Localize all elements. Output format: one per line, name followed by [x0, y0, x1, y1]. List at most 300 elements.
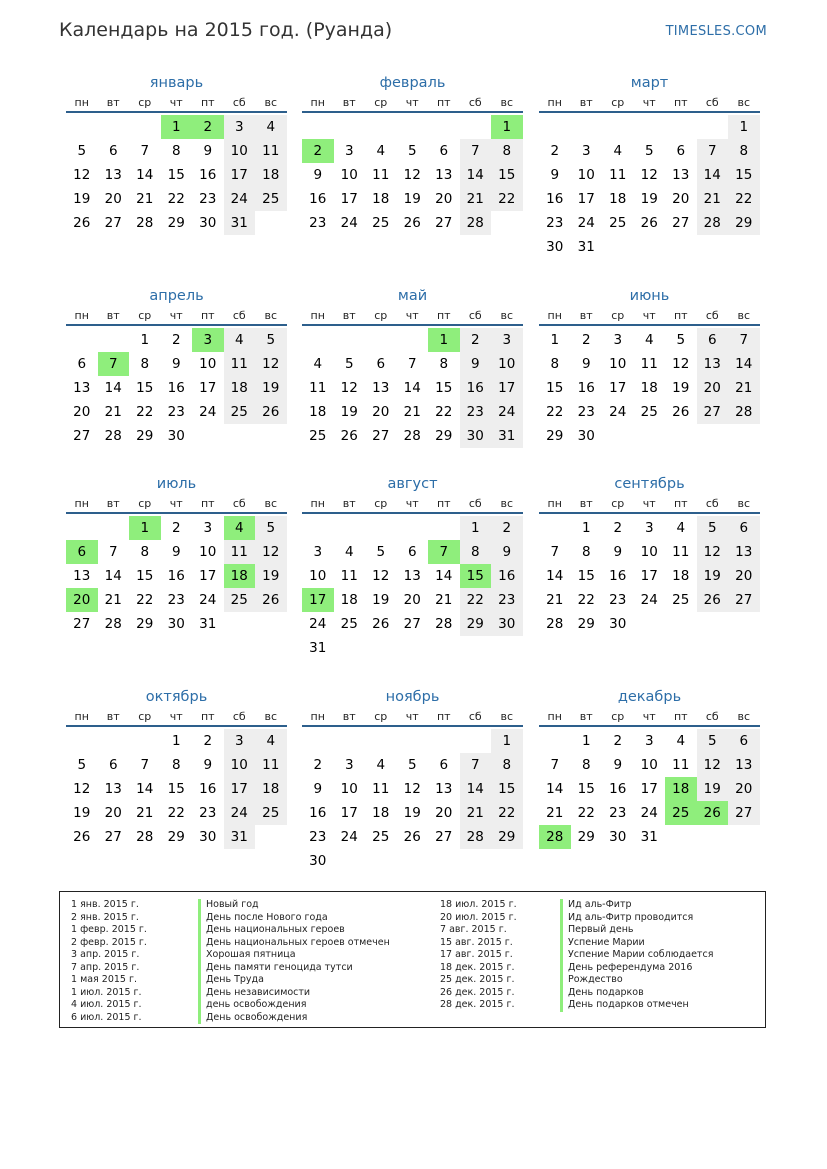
empty-cell [255, 612, 287, 636]
weekday-label: ср [138, 309, 152, 322]
day-cell: 2 [613, 520, 623, 536]
day-cell: 27 [672, 215, 690, 231]
day-cell: 11 [640, 356, 658, 372]
day-cell: 22 [460, 588, 492, 612]
day-cell: 13 [372, 380, 390, 396]
empty-cell [491, 211, 523, 235]
weekday-label: вс [500, 309, 514, 322]
weekday-label: вт [579, 309, 593, 322]
weekday-label: чт [169, 497, 183, 510]
day-cell: 16 [199, 781, 217, 797]
day-cell: 22 [136, 404, 154, 420]
day-cell: 18 [665, 777, 697, 801]
day-cell: 15 [491, 777, 523, 801]
day-cell: 21 [728, 376, 760, 400]
day-cell: 26 [403, 215, 421, 231]
legend-holiday-name: День Труда [198, 974, 390, 987]
legend-date: 6 июл. 2015 г. [71, 1011, 142, 1023]
legend-date: 28 дек. 2015 г. [440, 999, 515, 1010]
day-cell: 27 [372, 428, 390, 444]
empty-cell [98, 729, 130, 753]
day-cell: 24 [491, 400, 523, 424]
day-grid [66, 516, 287, 636]
legend-date: 2 февр. 2015 г. [71, 936, 147, 948]
empty-cell [491, 636, 523, 660]
empty-cell [302, 328, 334, 352]
day-cell: 4 [344, 544, 354, 560]
empty-cell [665, 612, 697, 636]
day-cell: 25 [224, 400, 256, 424]
weekday-header [302, 709, 523, 727]
day-cell: 16 [546, 191, 564, 207]
day-cell: 26 [255, 400, 287, 424]
day-cell: 2 [491, 516, 523, 540]
day-cell: 1 [460, 516, 492, 540]
day-cell: 12 [640, 167, 658, 183]
day-cell: 28 [460, 825, 492, 849]
weekday-label: ср [138, 497, 152, 510]
day-cell: 29 [136, 428, 154, 444]
weekday-label: вс [264, 710, 278, 723]
empty-cell [365, 636, 397, 660]
weekday-label: сб [232, 497, 246, 510]
day-cell: 6 [439, 143, 449, 159]
page-title: Календарь на 2015 год. (Руанда) [59, 19, 393, 41]
weekday-label: пн [547, 96, 562, 109]
day-cell: 6 [728, 516, 760, 540]
day-cell: 15 [167, 781, 185, 797]
empty-cell [602, 235, 634, 259]
day-cell: 23 [546, 215, 564, 231]
day-cell: 7 [550, 544, 560, 560]
day-cell: 28 [403, 428, 421, 444]
weekday-header [66, 308, 287, 326]
empty-cell [66, 328, 98, 352]
day-grid [302, 729, 523, 873]
day-cell: 1 [161, 115, 193, 139]
day-grid [539, 516, 760, 636]
day-cell: 5 [376, 544, 386, 560]
day-cell: 2 [581, 332, 591, 348]
day-cell: 6 [376, 356, 386, 372]
day-cell: 18 [672, 568, 690, 584]
day-cell: 17 [640, 781, 658, 797]
empty-cell [397, 516, 429, 540]
day-cell: 11 [224, 352, 256, 376]
weekday-label: ср [374, 710, 388, 723]
day-cell: 11 [672, 757, 690, 773]
day-cell: 28 [728, 400, 760, 424]
empty-cell [66, 729, 98, 753]
weekday-label: пн [310, 497, 325, 510]
day-cell: 5 [255, 328, 287, 352]
weekday-label: вс [737, 497, 751, 510]
legend-holiday-name: День подарков [560, 987, 713, 1000]
day-cell: 10 [199, 544, 217, 560]
weekday-label: чт [405, 497, 419, 510]
day-cell: 11 [672, 544, 690, 560]
weekday-label: ср [374, 96, 388, 109]
day-cell: 14 [136, 781, 154, 797]
day-cell: 17 [340, 191, 358, 207]
day-cell: 2 [192, 115, 224, 139]
legend-holiday-name: Новый год [198, 899, 390, 912]
day-cell: 10 [491, 352, 523, 376]
day-cell: 5 [407, 143, 417, 159]
day-cell: 5 [77, 143, 87, 159]
month-name: декабрь [617, 689, 682, 705]
day-cell: 14 [697, 163, 729, 187]
day-cell: 26 [403, 829, 421, 845]
empty-cell [397, 328, 429, 352]
month-10 [66, 685, 287, 849]
day-cell: 23 [199, 805, 217, 821]
day-cell: 15 [577, 568, 595, 584]
day-cell: 20 [66, 588, 98, 612]
legend-date: 7 апр. 2015 г. [71, 961, 140, 973]
day-cell: 9 [203, 143, 213, 159]
day-cell: 14 [460, 163, 492, 187]
day-cell: 19 [73, 805, 91, 821]
day-cell: 3 [491, 328, 523, 352]
day-cell: 15 [728, 163, 760, 187]
day-cell: 13 [104, 167, 122, 183]
day-cell: 6 [407, 544, 417, 560]
empty-cell [66, 115, 98, 139]
day-cell: 11 [340, 568, 358, 584]
empty-cell [334, 115, 366, 139]
day-cell: 2 [313, 757, 323, 773]
weekday-header [539, 709, 760, 727]
day-cell: 16 [577, 380, 595, 396]
day-cell: 10 [640, 757, 658, 773]
day-grid [539, 328, 760, 448]
day-cell: 8 [581, 757, 591, 773]
day-cell: 4 [224, 328, 256, 352]
weekday-label: ср [611, 309, 625, 322]
month-6 [539, 284, 760, 448]
weekday-label: вт [342, 497, 356, 510]
weekday-label: сб [468, 710, 482, 723]
legend-date: 3 апр. 2015 г. [71, 949, 140, 960]
legend-holiday-name: День национальных героев отмечен [198, 937, 390, 950]
day-cell: 30 [609, 829, 627, 845]
day-grid [539, 115, 760, 259]
day-cell: 7 [140, 143, 150, 159]
day-cell: 28 [104, 428, 122, 444]
day-cell: 10 [224, 139, 256, 163]
empty-cell [334, 516, 366, 540]
site-logo[interactable]: TIMESLES.COM [665, 24, 767, 39]
day-cell: 23 [199, 191, 217, 207]
day-cell: 30 [491, 612, 523, 636]
day-cell: 27 [73, 616, 91, 632]
day-cell: 17 [577, 191, 595, 207]
day-cell: 29 [728, 211, 760, 235]
day-cell: 9 [203, 757, 213, 773]
day-cell: 5 [676, 332, 686, 348]
day-cell: 1 [550, 332, 560, 348]
legend-holiday-name: Хорошая пятница [198, 949, 390, 962]
day-cell: 11 [255, 139, 287, 163]
weekday-label: вт [342, 96, 356, 109]
weekday-label: вт [106, 497, 120, 510]
day-cell: 10 [340, 167, 358, 183]
day-cell: 6 [728, 729, 760, 753]
day-cell: 27 [104, 829, 122, 845]
day-cell: 9 [313, 167, 323, 183]
day-cell: 22 [728, 187, 760, 211]
empty-cell [539, 516, 571, 540]
month-12 [539, 685, 760, 849]
empty-cell [66, 516, 98, 540]
day-cell: 3 [644, 733, 654, 749]
day-cell: 25 [672, 592, 690, 608]
day-grid [66, 115, 287, 235]
day-cell: 19 [640, 191, 658, 207]
day-cell: 22 [546, 404, 564, 420]
day-cell: 28 [546, 616, 564, 632]
day-cell: 19 [255, 376, 287, 400]
weekday-header [66, 496, 287, 514]
month-8 [302, 472, 523, 660]
day-cell: 13 [73, 380, 91, 396]
day-cell: 2 [203, 733, 213, 749]
day-cell: 4 [676, 733, 686, 749]
day-cell: 12 [403, 167, 421, 183]
day-cell: 6 [66, 540, 98, 564]
day-cell: 24 [340, 215, 358, 231]
weekday-label: вс [264, 309, 278, 322]
day-cell: 11 [372, 167, 390, 183]
day-cell: 29 [460, 612, 492, 636]
day-cell: 7 [108, 544, 118, 560]
day-grid [302, 115, 523, 235]
day-cell: 14 [546, 568, 564, 584]
weekday-label: вт [579, 497, 593, 510]
day-cell: 30 [199, 829, 217, 845]
day-cell: 6 [676, 143, 686, 159]
day-grid [66, 729, 287, 849]
empty-cell [334, 729, 366, 753]
day-cell: 5 [697, 516, 729, 540]
month-name: март [630, 75, 669, 91]
weekday-label: ср [138, 710, 152, 723]
month-11 [302, 685, 523, 873]
weekday-label: сб [232, 710, 246, 723]
day-cell: 17 [302, 588, 334, 612]
day-cell: 23 [577, 404, 595, 420]
weekday-label: вс [737, 309, 751, 322]
day-cell: 12 [372, 568, 390, 584]
weekday-header [539, 95, 760, 113]
day-cell: 18 [255, 163, 287, 187]
day-cell: 4 [376, 143, 386, 159]
day-cell: 10 [340, 781, 358, 797]
day-cell: 17 [491, 376, 523, 400]
day-cell: 7 [407, 356, 417, 372]
day-cell: 27 [403, 616, 421, 632]
day-cell: 12 [672, 356, 690, 372]
empty-cell [665, 825, 697, 849]
empty-cell [192, 424, 224, 448]
day-cell: 24 [199, 404, 217, 420]
empty-cell [728, 612, 760, 636]
day-cell: 13 [435, 781, 453, 797]
empty-cell [397, 729, 429, 753]
day-cell: 16 [460, 376, 492, 400]
day-grid [302, 328, 523, 448]
day-cell: 27 [435, 215, 453, 231]
day-cell: 8 [491, 753, 523, 777]
month-4 [66, 284, 287, 448]
day-cell: 25 [609, 215, 627, 231]
empty-cell [571, 115, 603, 139]
day-cell: 25 [640, 404, 658, 420]
day-cell: 16 [609, 568, 627, 584]
legend-date: 7 авг. 2015 г. [440, 924, 507, 935]
day-cell: 8 [581, 544, 591, 560]
day-cell: 4 [255, 115, 287, 139]
day-cell: 7 [550, 757, 560, 773]
weekday-label: сб [232, 309, 246, 322]
day-cell: 31 [224, 825, 256, 849]
weekday-label: сб [232, 96, 246, 109]
legend-holiday-name: Ид аль-Фитр [560, 899, 713, 912]
day-cell: 8 [140, 356, 150, 372]
weekday-label: пн [74, 497, 89, 510]
legend-holiday-name: День после Нового года [198, 912, 390, 925]
legend-holiday-name: День подарков отмечен [560, 999, 713, 1012]
day-cell: 26 [640, 215, 658, 231]
day-cell: 28 [136, 829, 154, 845]
day-cell: 16 [491, 564, 523, 588]
empty-cell [665, 115, 697, 139]
day-cell: 31 [309, 640, 327, 656]
day-cell: 24 [199, 592, 217, 608]
day-cell: 10 [577, 167, 595, 183]
weekday-label: пн [547, 309, 562, 322]
day-cell: 2 [550, 143, 560, 159]
day-cell: 16 [199, 167, 217, 183]
day-cell: 29 [491, 825, 523, 849]
day-cell: 19 [340, 404, 358, 420]
weekday-label: ср [374, 497, 388, 510]
day-cell: 16 [309, 805, 327, 821]
weekday-label: ср [138, 96, 152, 109]
day-cell: 31 [491, 424, 523, 448]
day-cell: 22 [136, 592, 154, 608]
weekday-label: вт [579, 710, 593, 723]
legend-holiday-name: День референдума 2016 [560, 962, 713, 975]
day-cell: 12 [73, 167, 91, 183]
day-cell: 9 [171, 544, 181, 560]
weekday-label: чт [642, 96, 656, 109]
day-cell: 29 [546, 428, 564, 444]
day-cell: 26 [697, 588, 729, 612]
empty-cell [365, 328, 397, 352]
day-cell: 2 [460, 328, 492, 352]
day-cell: 30 [199, 215, 217, 231]
day-cell: 4 [613, 143, 623, 159]
day-cell: 17 [224, 777, 256, 801]
day-cell: 8 [491, 139, 523, 163]
day-cell: 11 [255, 753, 287, 777]
empty-cell [397, 849, 429, 873]
month-name: июль [156, 476, 197, 492]
day-cell: 27 [697, 400, 729, 424]
day-cell: 29 [136, 616, 154, 632]
day-cell: 4 [376, 757, 386, 773]
legend-date: 18 июл. 2015 г. [440, 899, 517, 910]
weekday-label: пт [436, 497, 451, 510]
day-cell: 9 [581, 356, 591, 372]
empty-cell [697, 612, 729, 636]
legend-date: 4 июл. 2015 г. [71, 999, 142, 1010]
empty-cell [460, 849, 492, 873]
day-cell: 20 [372, 404, 390, 420]
empty-cell [98, 115, 130, 139]
day-cell: 21 [546, 592, 564, 608]
day-cell: 25 [309, 428, 327, 444]
month-9 [539, 472, 760, 636]
day-cell: 1 [140, 332, 150, 348]
empty-cell [302, 115, 334, 139]
legend-date: 1 янв. 2015 г. [71, 899, 139, 910]
day-cell: 25 [255, 187, 287, 211]
day-cell: 18 [609, 191, 627, 207]
day-cell: 16 [609, 781, 627, 797]
day-cell: 28 [136, 215, 154, 231]
empty-cell [365, 516, 397, 540]
day-cell: 4 [255, 729, 287, 753]
empty-cell [460, 729, 492, 753]
legend-holiday-name: День освобождения [198, 1012, 390, 1025]
weekday-label: сб [705, 497, 719, 510]
day-cell: 8 [460, 540, 492, 564]
day-cell: 17 [224, 163, 256, 187]
day-cell: 2 [171, 332, 181, 348]
day-cell: 21 [435, 592, 453, 608]
weekday-label: вт [106, 96, 120, 109]
day-cell: 18 [372, 191, 390, 207]
month-name: октябрь [145, 689, 208, 705]
day-cell: 5 [407, 757, 417, 773]
day-cell: 18 [372, 805, 390, 821]
weekday-label: чт [642, 497, 656, 510]
day-cell: 13 [435, 167, 453, 183]
weekday-header [539, 308, 760, 326]
day-cell: 11 [372, 781, 390, 797]
weekday-label: пт [436, 309, 451, 322]
day-cell: 29 [577, 616, 595, 632]
day-cell: 22 [167, 191, 185, 207]
day-cell: 7 [697, 139, 729, 163]
day-cell: 28 [539, 825, 571, 849]
day-cell: 18 [224, 564, 256, 588]
holiday-legend [59, 891, 766, 1028]
day-cell: 2 [171, 520, 181, 536]
day-cell: 22 [491, 187, 523, 211]
day-cell: 9 [171, 356, 181, 372]
day-cell: 27 [104, 215, 122, 231]
legend-right-names [560, 899, 713, 1012]
day-cell: 31 [640, 829, 658, 845]
day-cell: 10 [224, 753, 256, 777]
day-cell: 8 [728, 139, 760, 163]
empty-cell [428, 115, 460, 139]
day-cell: 9 [613, 544, 623, 560]
